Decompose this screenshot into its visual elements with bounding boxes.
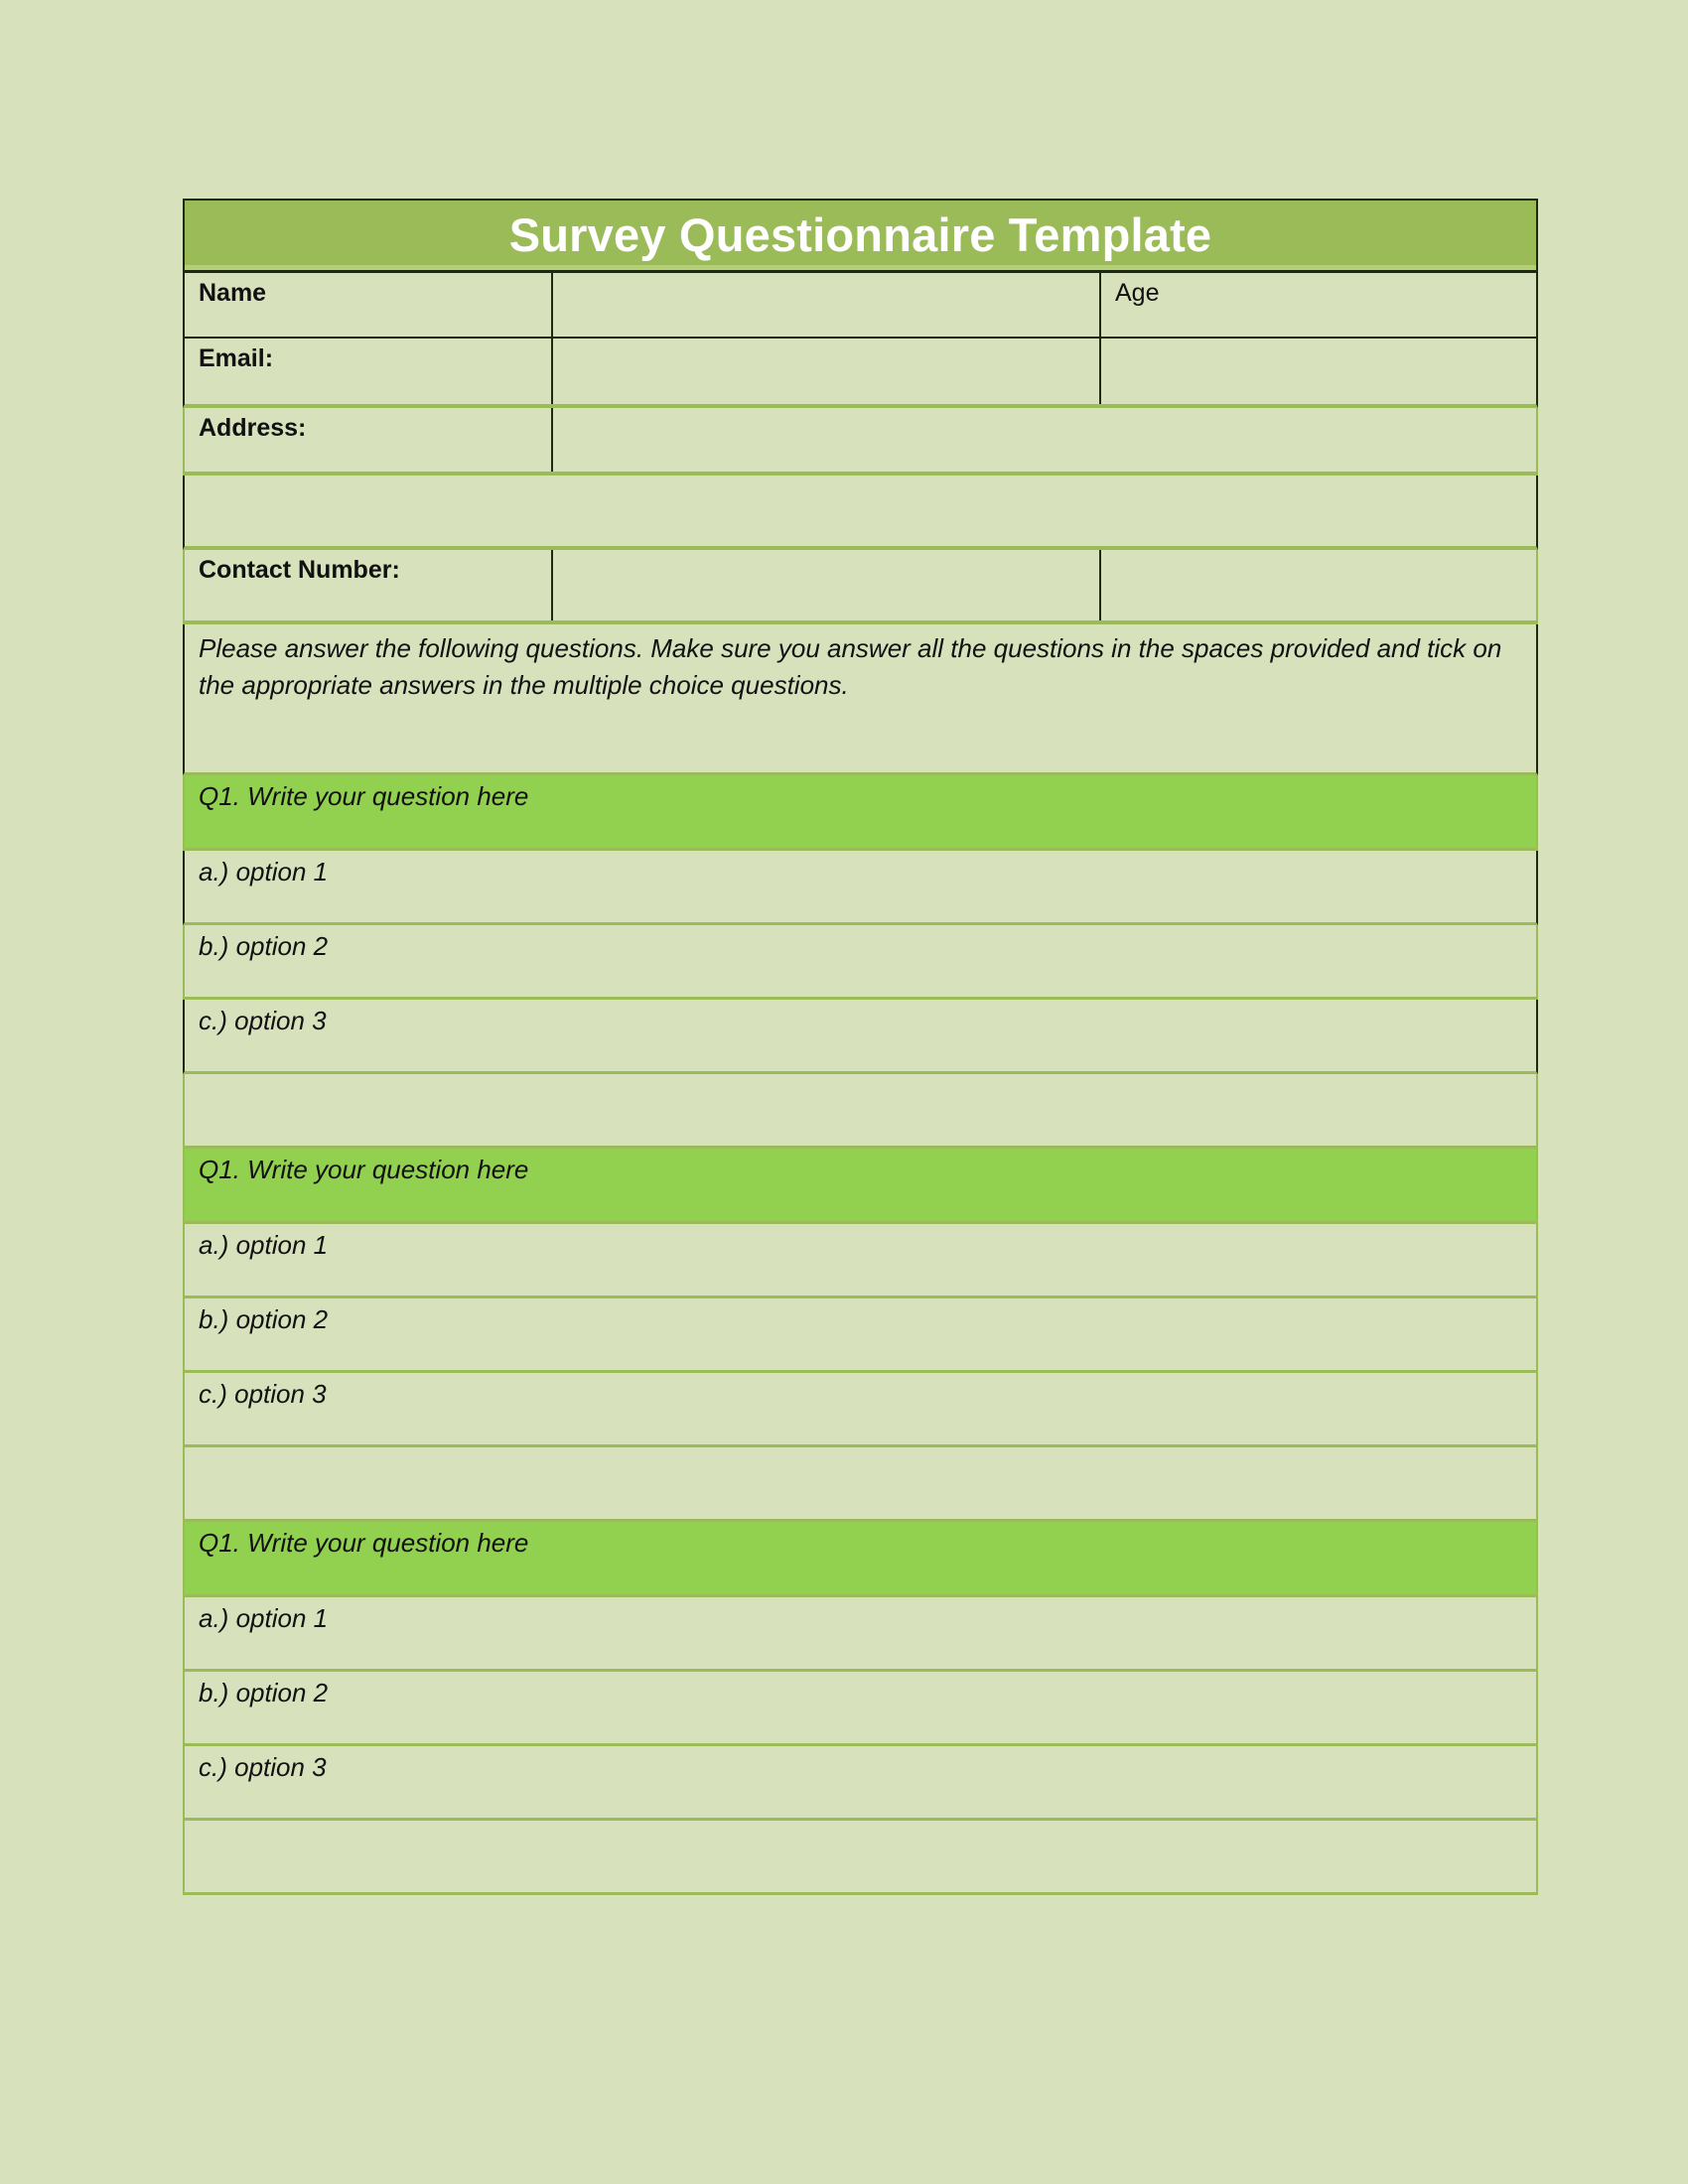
answer-space[interactable] [183, 1821, 1538, 1895]
name-label: Name [185, 273, 553, 337]
question-header [183, 775, 1538, 851]
option-label: c.) option 3 [199, 1379, 327, 1409]
option-row[interactable] [183, 1373, 1538, 1447]
question-header [183, 1522, 1538, 1597]
question-header [183, 1149, 1538, 1224]
email-row [183, 339, 1538, 408]
email-label: Email: [185, 339, 553, 404]
option-label: b.) option 2 [199, 931, 329, 961]
option-label: c.) option 3 [199, 1752, 327, 1782]
option-label: c.) option 3 [199, 1006, 327, 1035]
option-row[interactable] [183, 1224, 1538, 1298]
address-field[interactable] [553, 408, 1536, 472]
option-label: b.) option 2 [199, 1304, 329, 1334]
option-label: b.) option 2 [199, 1678, 329, 1707]
option-row[interactable] [183, 1597, 1538, 1672]
answer-space[interactable] [183, 1447, 1538, 1522]
option-row[interactable] [183, 925, 1538, 1000]
survey-form [183, 199, 1538, 1895]
question-prompt: Q1. Write your question here [199, 781, 529, 811]
question-prompt: Q1. Write your question here [199, 1528, 529, 1558]
option-row[interactable] [183, 1298, 1538, 1373]
answer-space[interactable] [183, 1074, 1538, 1149]
address-line2-field[interactable] [185, 476, 1536, 546]
address-line2-row [183, 476, 1538, 550]
age-field[interactable]: Age [1115, 279, 1160, 307]
title-bar [183, 199, 1538, 273]
address-row [183, 408, 1538, 476]
address-label: Address: [185, 408, 553, 472]
contact-row [183, 550, 1538, 624]
option-row[interactable] [183, 1672, 1538, 1746]
name-row [183, 273, 1538, 339]
name-field[interactable] [553, 273, 1101, 337]
option-row[interactable] [183, 851, 1538, 925]
contact-extra-field[interactable] [1101, 550, 1536, 620]
form-title: Survey Questionnaire Template [508, 207, 1212, 261]
instructions-text: Please answer the following questions. Make sure you answer all the questions in the spaces provided and tick on the appropriate answers in the multiple choice questions. [199, 633, 1502, 700]
email-field[interactable] [553, 339, 1101, 404]
contact-label: Contact Number: [185, 550, 553, 620]
option-label: a.) option 1 [199, 1603, 329, 1633]
option-label: a.) option 1 [199, 1230, 329, 1260]
contact-field[interactable] [553, 550, 1101, 620]
option-row[interactable] [183, 1000, 1538, 1074]
email-extra-field[interactable] [1101, 339, 1536, 404]
instructions-row [183, 624, 1538, 775]
question-prompt: Q1. Write your question here [199, 1155, 529, 1184]
option-row[interactable] [183, 1746, 1538, 1821]
option-label: a.) option 1 [199, 857, 329, 887]
